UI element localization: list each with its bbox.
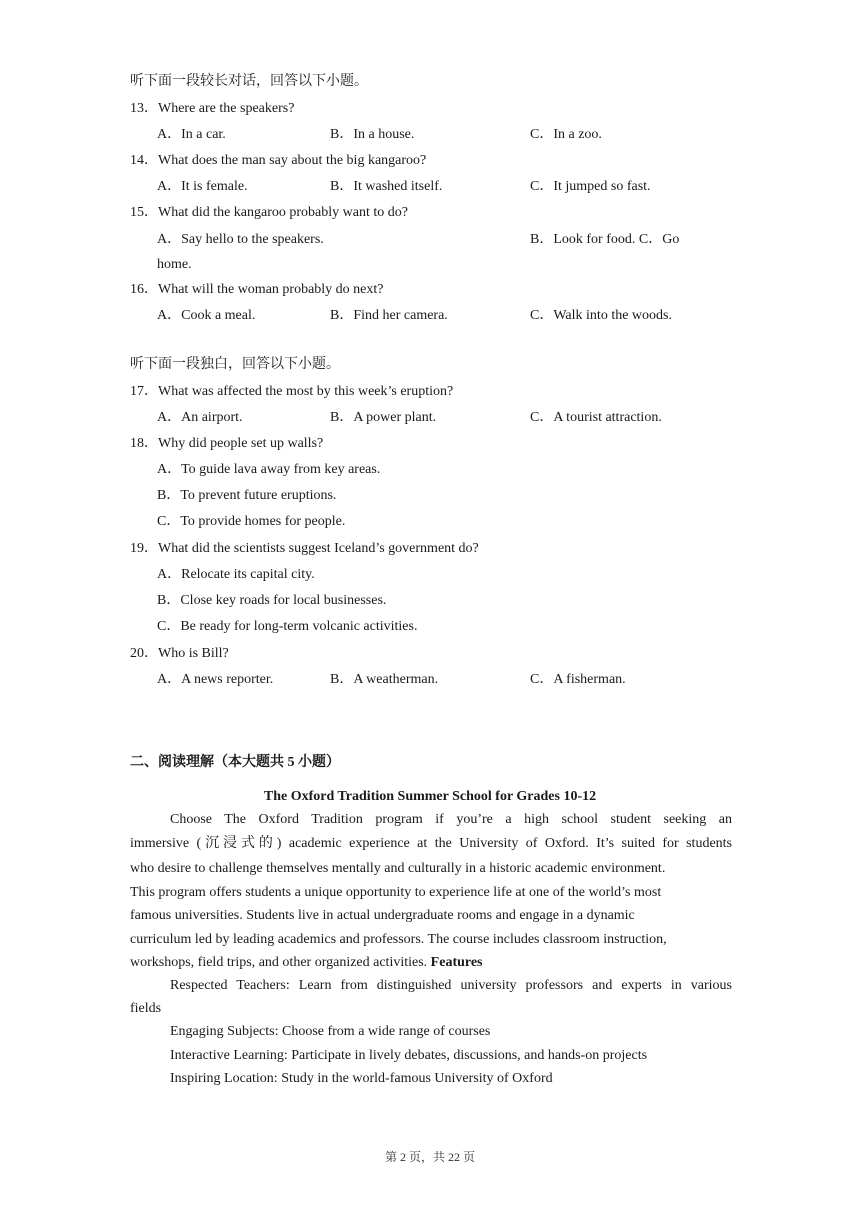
q17-option-a: A．An airport. — [157, 410, 243, 425]
feature-engaging-subjects: Engaging Subjects: Choose from a wide range of courses — [170, 1024, 491, 1039]
q16-option-c: C．Walk into the woods. — [530, 308, 672, 323]
q18-option-c: C．To provide homes for people. — [157, 514, 346, 529]
q18-option-b: B．To prevent future eruptions. — [157, 488, 337, 503]
question-19: 19．What did the scientists suggest Iceland’s government do? — [130, 541, 479, 556]
passage-line-4: This program offers students a unique opportunity to experience life at one of the world’s most — [130, 885, 662, 900]
q15-option-b-c: B．Look for food. C．Go — [530, 232, 680, 247]
q20-option-c: C．A fisherman. — [530, 672, 626, 687]
q19-option-b: B．Close key roads for local businesses. — [157, 593, 387, 608]
question-16: 16．What will the woman probably do next? — [130, 282, 384, 297]
passage-line-1: Choose The Oxford Tradition program if you’re a high school student seeking an — [170, 812, 732, 827]
q16-option-a: A．Cook a meal. — [157, 308, 256, 323]
passage-line-7-text: workshops, field trips, and other organized activities. — [130, 955, 428, 970]
monologue-instruction: 听下面一段独白，回答以下小题。 — [130, 357, 340, 372]
passage-line-7 — [130, 953, 732, 973]
passage-line-2: immersive (沉浸式的) academic experience at the University of Oxford. It’s suited for students — [130, 836, 732, 851]
reading-section-heading: 二、阅读理解（本大题共 5 小题） — [130, 755, 340, 770]
question-15: 15．What did the kangaroo probably want to do? — [130, 205, 408, 220]
q19-option-c: C．Be ready for long-term volcanic activities. — [157, 619, 418, 634]
passage-line-5: famous universities. Students live in actual undergraduate rooms and engage in a dynamic — [130, 908, 635, 923]
feature-inspiring-location: Inspiring Location: Study in the world-famous University of Oxford — [170, 1071, 553, 1086]
q14-option-a: A．It is female. — [157, 179, 248, 194]
q13-option-b: B．In a house. — [330, 127, 415, 142]
q17-option-b: B．A power plant. — [330, 410, 437, 425]
page-number-footer: 第 2 页，共 22 页 — [384, 1150, 475, 1164]
feature-respected-teachers: Respected Teachers: Learn from distinguished university professors and experts in various — [170, 978, 732, 993]
q13-option-c: C．In a zoo. — [530, 127, 602, 142]
q15-option-c-continuation: home. — [157, 257, 192, 272]
q16-option-b: B．Find her camera. — [330, 308, 448, 323]
feature-interactive-learning: Interactive Learning: Participate in lively debates, discussions, and hands-on projects — [170, 1048, 648, 1063]
q17-option-c: C．A tourist attraction. — [530, 410, 662, 425]
q14-option-b: B．It washed itself. — [330, 179, 443, 194]
passage-line-3: who desire to challenge themselves mentally and culturally in a historic academic environment. — [130, 861, 666, 876]
question-14: 14．What does the man say about the big kangaroo? — [130, 153, 427, 168]
q20-option-a: A．A news reporter. — [157, 672, 274, 687]
passage-line-6: curriculum led by leading academics and professors. The course includes classroom instruction, — [130, 932, 667, 947]
q13-option-a: A．In a car. — [157, 127, 226, 142]
question-18: 18．Why did people set up walls? — [130, 436, 324, 451]
q20-option-b: B．A weatherman. — [330, 672, 439, 687]
dialog-instruction: 听下面一段较长对话，回答以下小题。 — [130, 74, 368, 89]
q14-option-c: C．It jumped so fast. — [530, 179, 651, 194]
features-heading: Features — [430, 955, 483, 970]
passage-title: The Oxford Tradition Summer School for Grades 10-12 — [263, 789, 597, 804]
question-17: 17．What was affected the most by this week’s eruption? — [130, 384, 454, 399]
question-20: 20．Who is Bill? — [130, 646, 229, 661]
q15-option-a: A．Say hello to the speakers. — [157, 232, 324, 247]
q18-option-a: A．To guide lava away from key areas. — [157, 462, 381, 477]
q19-option-a: A．Relocate its capital city. — [157, 567, 315, 582]
question-13: 13．Where are the speakers? — [130, 101, 295, 116]
feature-respected-teachers-continuation: fields — [130, 1001, 162, 1016]
